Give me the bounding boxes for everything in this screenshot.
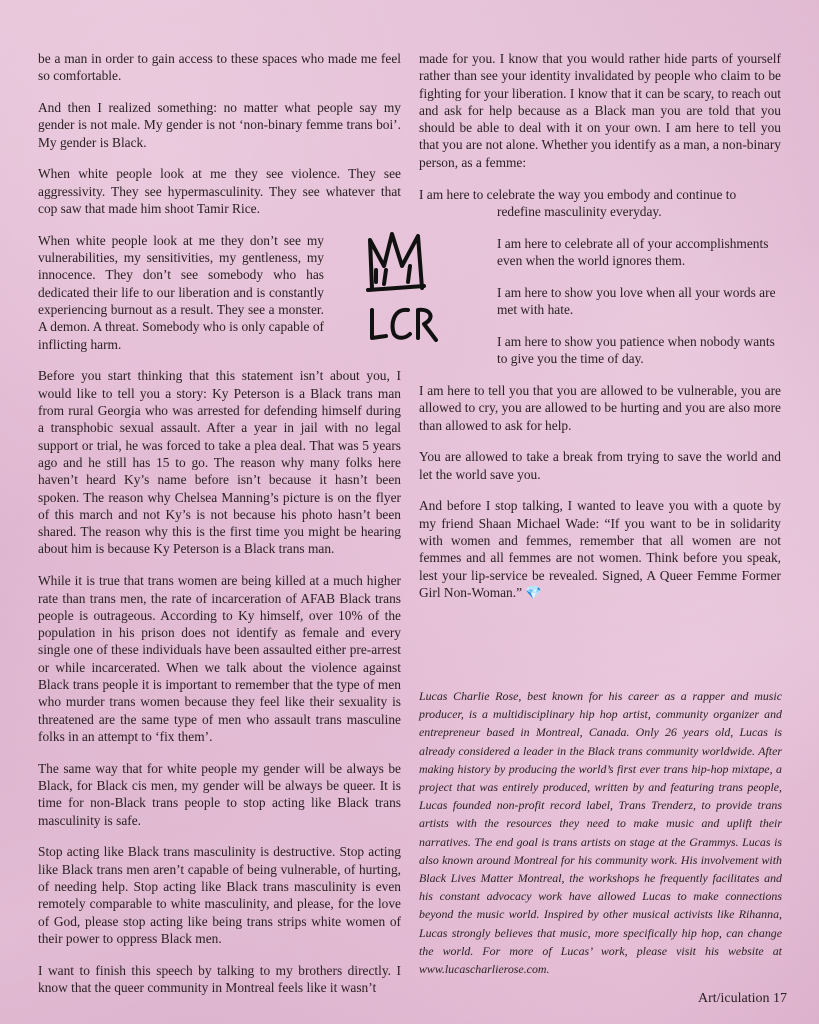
paragraph: Stop acting like Black trans masculinity is destructive. Stop acting like Black trans men aren’t capable of being vulnerable, of hurting, of needing help. Stop acting like Black trans masculinity is even remotely comparable to white masculinity, and please, for the love of God, please stop acting like being trans strips white women of their power to oppress Black men. (38, 844, 401, 946)
paragraph: While it is true that trans women are being killed at a much higher rate than trans men, the rate of incarceration of AFAB Black trans people is outrageous. According to Ky himself, over 10% of the population in his prison does not identify as female and every single one of these individuals have been assaulted either pre-arrest or while incarcerated. When we talk about the violence against Black trans people it is important to remember that the type of men who murder trans women because they feel like their sexuality is threatened are the same type of men who assault trans masculine folks in an attempt to ‘fix them’. (38, 573, 401, 744)
author-bio: Lucas Charlie Rose, best known for his career as a rapper and music producer, is a multidisciplinary hip hop artist, community organizer and entrepreneur based in Montreal, Canada. Only 26 years old, Lucas is already considered a leader in the Black trans community worldwide. After making history by producing the world’s first ever trans hip-hop mixtape, a project that was entirely produced, written by and featuring trans people, Lucas founded non-profit record label, Trans Trenderz, to provide trans artists with the resources they need to make music and uplift their narratives. The end goal is trans artists on stage at the Grammys. Lucas is also known around Montreal for his community work. His involvement with Black Lives Matter Montreal, the workshops he frequently facilitates and his constant advocacy work have allowed Lucas to make connections beyond the music world. Inspired by other musical activists like Rihanna, Lucas strongly believes that music, more specifically hip hop, can change the world. For more of Lucas’ work, please visit his website at www.lucascharlierose.com. (419, 689, 782, 977)
paragraph: be a man in order to gain access to these spaces who made me feel so comfortable. (38, 51, 401, 84)
paragraph: I am here to show you love when all your words are met with hate. (497, 284, 776, 318)
paragraph: I am here to show you patience when nobody wants to give you the time of day. (497, 333, 775, 367)
paragraph: Before you start thinking that this statement isn’t about you, I would like to tell you a story: Ky Peterson is a Black trans man from rural Georgia who was arrested for defending himself during a transphobic sexual assault. After a year in jail with no legal support or trial, he was forced to take a plea deal. That was 5 years ago and he still has 15 to go. The reason why many folks here haven’t heard Ky’s name before isn’t because it hasn’t been spoken. The reason why Chelsea Manning’s picture is on the flyer of this march and not Ky’s is not because his photo hasn’t been shared. The reason why this is the first time you might be hearing about him is because Ky Peterson is a Black trans man. (38, 368, 401, 557)
paragraph: When white people look at me they see violence. They see aggressivity. They see hypermasculinity. They see whatever that cop saw that made him shoot Tamir Rice. (38, 166, 401, 217)
paragraph: When white people look at me they don’t see my vulnerabilities, my sensitivities, my gentleness, my innocence. They don’t see somebody who has dedicated their life to our liberation and is constantly experiencing burnout as a result. They see a monster. A demon. A threat. Somebody who is only capable of inflicting harm. (38, 232, 324, 352)
paragraph: I am here to tell you that you are allowed to be vulnerable, you are allowed to cry, you are allowed to be hurting and you are also more than allowed to ask for help. (419, 382, 781, 433)
paragraph: I want to finish this speech by talking to my brothers directly. I know that the queer community in Montreal feels like it wasn’t (38, 962, 401, 995)
paragraph: And before I stop talking, I wanted to leave you with a quote by my friend Shaan Michael Wade: “If you want to be in solidarity with women and femmes, remember that all women are not femmes and all femmes are not women. Think before you speak, lest your lip-service be revealed. Signed, A Queer Femme Former Girl Non-Woman.” 💎 (419, 498, 781, 600)
right-column (419, 50, 781, 616)
left-column (38, 50, 401, 1011)
paragraph: The same way that for white people my gender will be always be Black, for Black cis men, my gender will be always be queer. It is time for non-Black trans people to stop acting like Black trans masculinity is safe. (38, 760, 401, 828)
paragraph: made for you. I know that you would rather hide parts of yourself rather than see your identity invalidated by people who claim to be fighting for your liberation. I know that it can be scary, to reach out and ask for help because as a Black man you are told that you should be able to deal with it on your own. I am here to tell you that you are not alone. Whether you identify as a man, a non-binary person, as a femme: (419, 51, 781, 170)
paragraph: I am here to celebrate the way you embody and continue to redefine masculinity everyday. (419, 186, 737, 219)
paragraph: You are allowed to take a break from trying to save the world and let the world save you. (419, 449, 781, 482)
paragraph: And then I realized something: no matter what people say my gender is not male. My gender is not ‘non-binary femme trans boi’. My gender is Black. (38, 100, 401, 150)
paragraph: I am here to celebrate all of your accomplishments even when the world ignores them. (497, 235, 769, 268)
page-number: Art/iculation 17 (697, 991, 787, 1006)
